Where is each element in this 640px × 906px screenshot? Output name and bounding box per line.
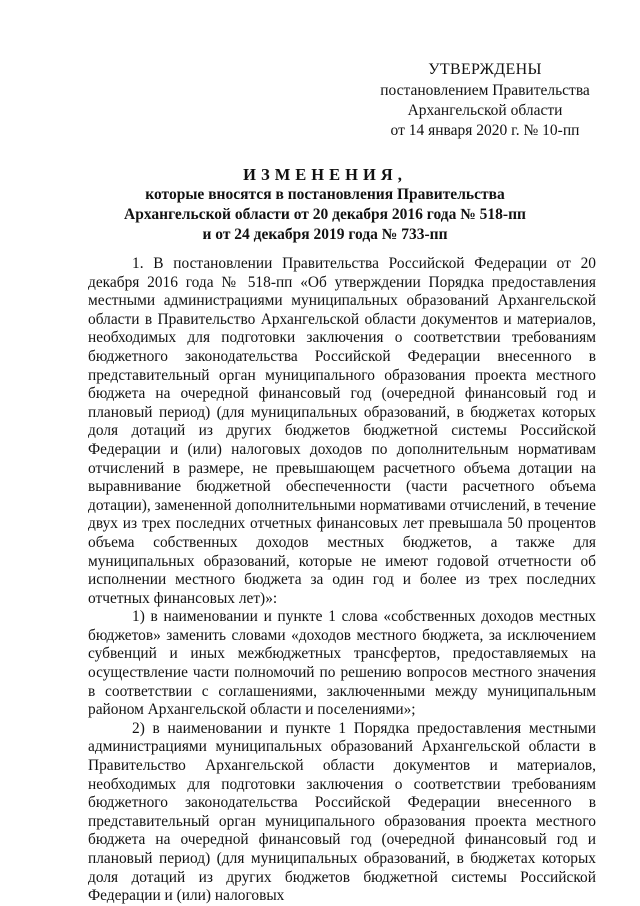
document-title	[90, 165, 560, 245]
approval-line-1: постановлением Правительства	[380, 82, 590, 99]
paragraph-3: 2) в наименовании и пункте 1 Порядка предоставления местными администрациями муниципальных образований Архангельской области в Правительство Архангельской области документов и материалов, необходимых для подготовки заключения о соответствии требованиям бюджетного законодательства Российской Федерации внесенного в представительный орган муниципального образования проекта местного бюджета на очередной финансовый год (очередной финансовый год и плановый период) (для муниципальных образований, в бюджетах которых доля дотаций из других бюджетов бюджетной системы Российской Федерации и (или) налоговых	[88, 719, 596, 905]
document-body	[88, 255, 596, 906]
title-line-2: Архангельской области от 20 декабря 2016 года № 518-пп	[124, 206, 526, 223]
approval-stamp	[360, 60, 610, 141]
approval-heading: УТВЕРЖДЕНЫ	[428, 61, 542, 78]
title-line-3: и от 24 декабря 2019 года № 733-пп	[202, 226, 448, 243]
title-line-1: которые вносятся в постановления Правительства	[145, 186, 505, 203]
title-main: ИЗМЕНЕНИЯ,	[243, 165, 407, 184]
approval-line-3: от 14 января 2020 г. № 10-пп	[390, 122, 580, 139]
paragraph-1: 1. В постановлении Правительства Российской Федерации от 20 декабря 2016 года № 518-пп «Об утверждении Порядка предоставления местными администрациями муниципальных образований Архангельской области в Правительство Архангельской области документов и материалов, необходимых для подготовки заключения о соответствии требованиям бюджетного законодательства Российской Федерации внесенного в представительный орган муниципального образования проекта местного бюджета на очередной финансовый год (очередной финансовый год и плановый период) (для муниципальных образований, в бюджетах которых доля дотаций из других бюджетов бюджетной системы Российской Федерации и (или) налоговых доходов по дополнительным нормативам отчислений в размере, не превышающем расчетного объема дотации на выравнивание бюджетной обеспеченности (части расчетного объема дотации), замененной дополнительными нормативами отчислений, в течение двух из трех последних отчетных финансовых лет превышала 50 процентов объема собственных доходов местных бюджетов, а также для муниципальных образований, которые не имеют годовой отчетности об исполнении местного бюджета за один год и более из трех последних отчетных финансовых лет)»:	[88, 255, 596, 607]
paragraph-2: 1) в наименовании и пункте 1 слова «собственных доходов местных бюджетов» заменить словами «доходов местного бюджета, за исключением субвенций и иных межбюджетных трансфертов, предоставляемых на осуществление части полномочий по решению вопросов местного значения в соответствии с соглашениями, заключенными между муниципальным районом Архангельской области и поселениями»;	[88, 608, 596, 719]
approval-line-2: Архангельской области	[407, 102, 563, 119]
